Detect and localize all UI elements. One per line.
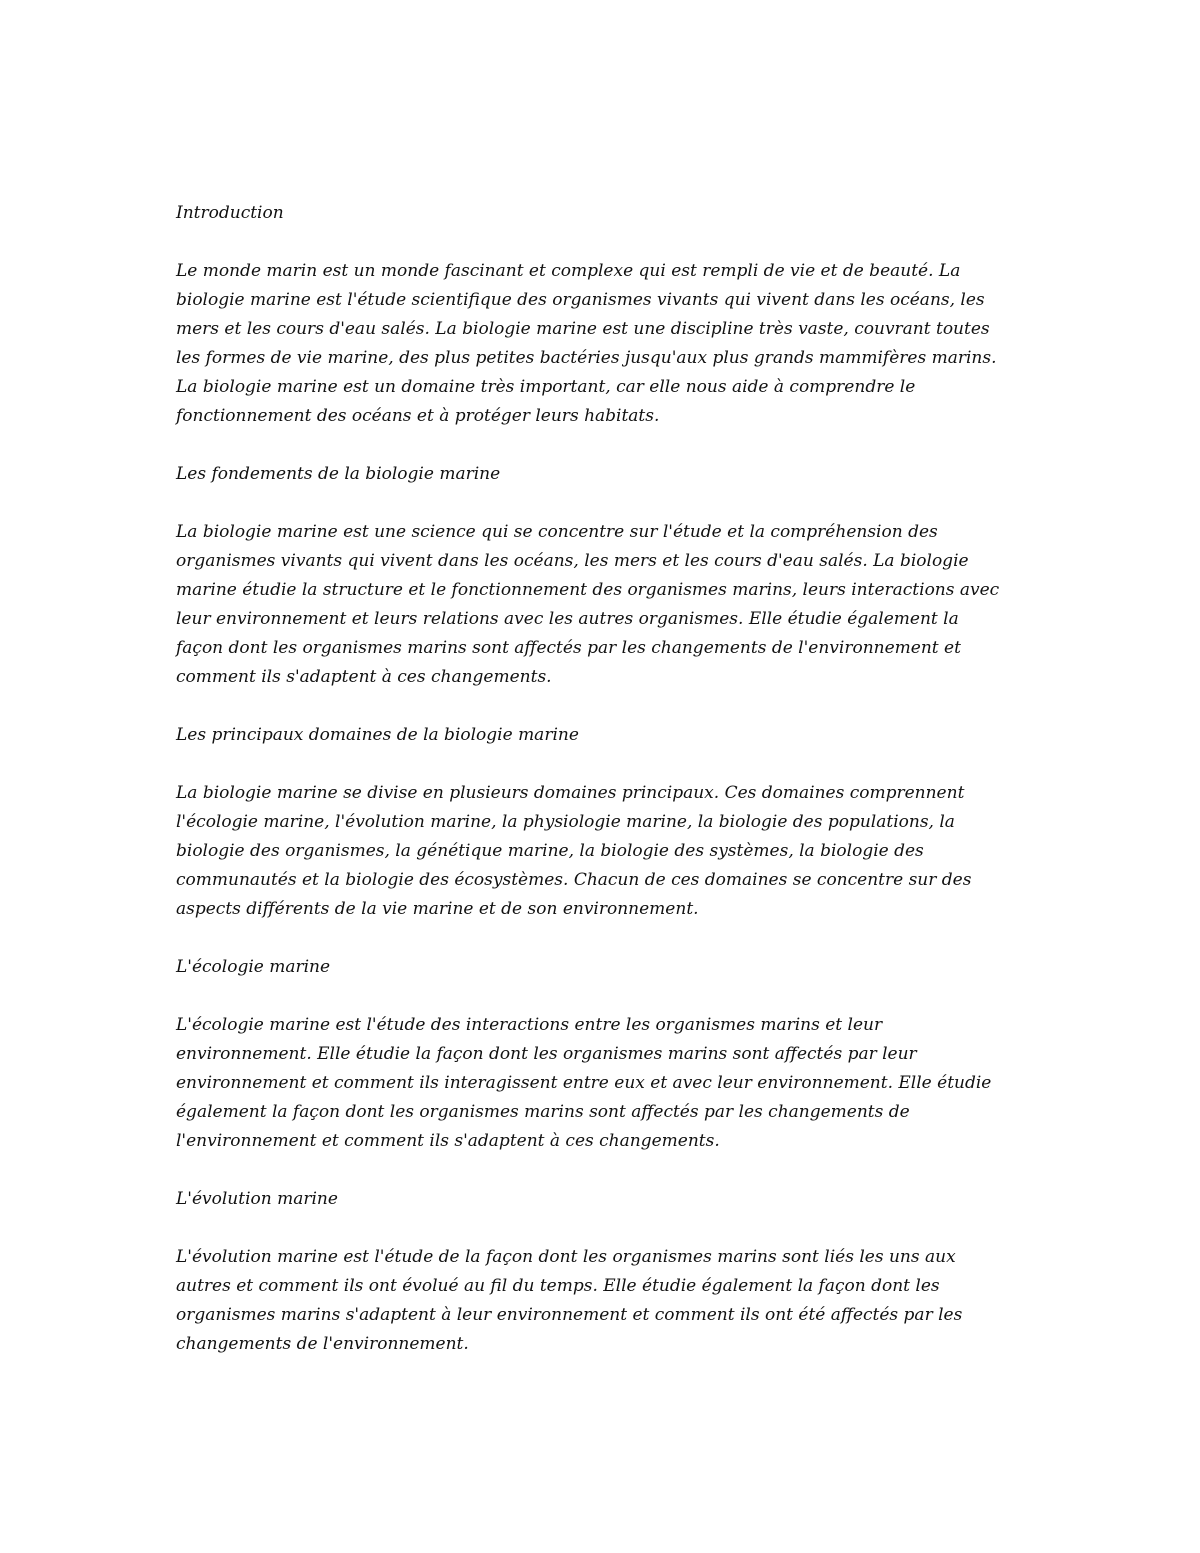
section-paragraph-evolution: L'évolution marine est l'étude de la façon dont les organismes marins sont liés les uns aux autres et comment ils ont évolué au fil du temps. Elle étudie également la façon dont les organismes marins s'adaptent à leur environnement et comment ils ont été affectés par les changements de l'environnement.	[176, 1247, 963, 1354]
section-paragraph-fondements: La biologie marine est une science qui se concentre sur l'étude et la compréhension des organismes vivants qui vivent dans les océans, les mers et les cours d'eau salés. La biologie marine étudie la structure et le fonctionnement des organismes marins, leurs interactions avec leur environnement et leurs relations avec les autres organismes. Elle étudie également la façon dont les organismes marins sont affectés par les changements de l'environnement et comment ils s'adaptent à ces changements.	[176, 522, 1000, 687]
section-heading-fondements: Les fondements de la biologie marine	[176, 464, 501, 484]
section-heading-domaines: Les principaux domaines de la biologie marine	[176, 725, 579, 745]
section-paragraph-domaines: La biologie marine se divise en plusieurs domaines principaux. Ces domaines comprennent l'écologie marine, l'évolution marine, la physiologie marine, la biologie des populations, la biologie des organismes, la génétique marine, la biologie des systèmes, la biologie des communautés et la biologie des écosystèmes. Chacun de ces domaines se concentre sur des aspects différents de la vie marine et de son environnement.	[176, 783, 972, 919]
section-paragraph-ecologie: L'écologie marine est l'étude des interactions entre les organismes marins et leur environnement. Elle étudie la façon dont les organismes marins sont affectés par leur environnement et comment ils interagissent entre eux et avec leur environnement. Elle étudie également la façon dont les organismes marins sont affectés par les changements de l'environnement et comment ils s'adaptent à ces changements.	[176, 1015, 992, 1151]
section-heading-ecologie: L'écologie marine	[176, 957, 331, 977]
section-heading-introduction: Introduction	[176, 203, 284, 223]
section-paragraph-introduction: Le monde marin est un monde fascinant et complexe qui est rempli de vie et de beauté. La biologie marine est l'étude scientifique des organismes vivants qui vivent dans les océans, les mers et les cours d'eau salés. La biologie marine est une discipline très vaste, couvrant toutes les formes de vie marine, des plus petites bactéries jusqu'aux plus grands mammifères marins. La biologie marine est un domaine très important, car elle nous aide à comprendre le fonctionnement des océans et à protéger leurs habitats.	[176, 261, 997, 426]
document-body	[176, 199, 1036, 1388]
section-heading-evolution: L'évolution marine	[176, 1189, 338, 1209]
